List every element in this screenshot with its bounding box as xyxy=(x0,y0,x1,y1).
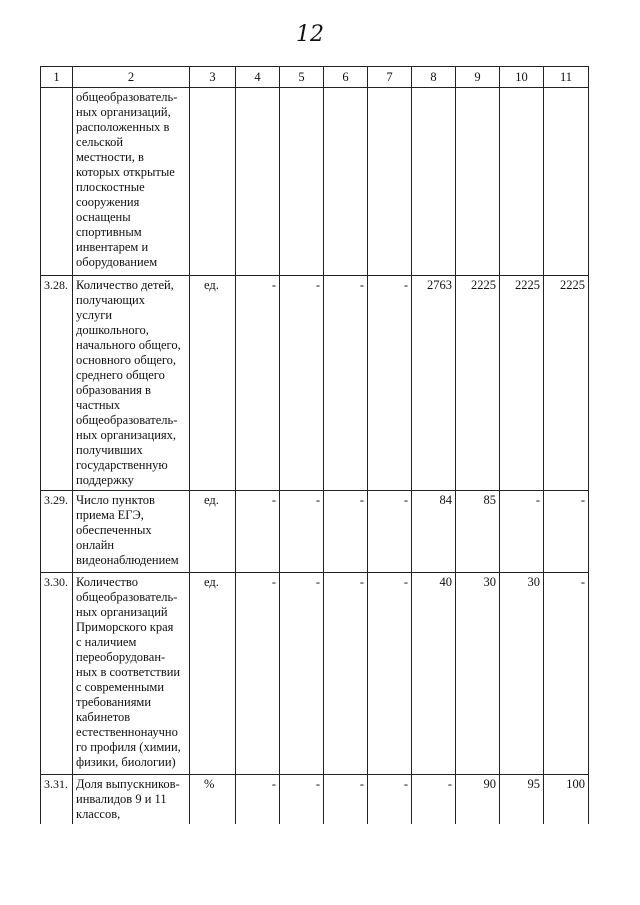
row-number: 3.30. xyxy=(41,573,73,775)
value-cell: 2225 xyxy=(500,276,544,491)
row-number: 3.31. xyxy=(41,775,73,825)
table-row xyxy=(41,573,589,775)
table-header-row xyxy=(41,67,589,88)
value-cell xyxy=(544,88,589,276)
row-number xyxy=(41,88,73,276)
indicator-name: Количество общеобразователь- ных организаций Приморского края с наличием переоборудован- ных в соответствии с современными требованиями кабинетов естественнонаучно го профиля (химии, физики, биологии) xyxy=(73,573,190,775)
value-cell: - xyxy=(236,573,280,775)
indicator-name: Число пунктов приема ЕГЭ, обеспеченных онлайн видеонаблюдением xyxy=(73,491,190,573)
indicator-name: Количество детей, получающих услуги дошкольного, начального общего, основного общего, среднего общего образования в частных общеобразователь- ных организациях, получивших государственную поддержку xyxy=(73,276,190,491)
value-cell: - xyxy=(324,775,368,825)
column-header: 10 xyxy=(500,67,544,88)
value-cell: - xyxy=(500,491,544,573)
unit-cell xyxy=(190,88,236,276)
value-cell: 30 xyxy=(500,573,544,775)
value-cell: - xyxy=(280,573,324,775)
unit-cell: % xyxy=(190,775,236,825)
value-cell: - xyxy=(324,491,368,573)
page-number: 12 xyxy=(296,22,324,47)
table-row xyxy=(41,276,589,491)
value-cell xyxy=(236,88,280,276)
value-cell: - xyxy=(544,491,589,573)
value-cell: - xyxy=(368,573,412,775)
column-header: 2 xyxy=(73,67,190,88)
value-cell: - xyxy=(280,491,324,573)
row-number: 3.28. xyxy=(41,276,73,491)
column-header: 8 xyxy=(412,67,456,88)
column-header: 5 xyxy=(280,67,324,88)
value-cell: - xyxy=(412,775,456,825)
value-cell: 2763 xyxy=(412,276,456,491)
value-cell: - xyxy=(368,775,412,825)
value-cell: 84 xyxy=(412,491,456,573)
value-cell: - xyxy=(280,775,324,825)
value-cell: - xyxy=(280,276,324,491)
value-cell xyxy=(456,88,500,276)
value-cell: 100 xyxy=(544,775,589,825)
value-cell: - xyxy=(324,573,368,775)
table-row xyxy=(41,775,589,825)
column-header: 3 xyxy=(190,67,236,88)
value-cell xyxy=(412,88,456,276)
value-cell: - xyxy=(324,276,368,491)
value-cell xyxy=(500,88,544,276)
column-header: 6 xyxy=(324,67,368,88)
table-row xyxy=(41,88,589,276)
row-number: 3.29. xyxy=(41,491,73,573)
value-cell: - xyxy=(368,276,412,491)
value-cell: - xyxy=(236,491,280,573)
value-cell: - xyxy=(236,775,280,825)
value-cell: - xyxy=(236,276,280,491)
value-cell: 95 xyxy=(500,775,544,825)
value-cell: - xyxy=(544,573,589,775)
unit-cell: ед. xyxy=(190,573,236,775)
indicator-name: общеобразователь- ных организаций, расположенных в сельской местности, в которых открытые плоскостные сооружения оснащены спортивным инвентарем и оборудованием xyxy=(73,88,190,276)
value-cell xyxy=(368,88,412,276)
value-cell xyxy=(324,88,368,276)
indicator-name: Доля выпускников- инвалидов 9 и 11 классов, xyxy=(73,775,190,825)
value-cell: 85 xyxy=(456,491,500,573)
value-cell: - xyxy=(368,491,412,573)
value-cell: 40 xyxy=(412,573,456,775)
indicators-table xyxy=(40,66,589,824)
unit-cell: ед. xyxy=(190,491,236,573)
column-header: 11 xyxy=(544,67,589,88)
value-cell: 30 xyxy=(456,573,500,775)
unit-cell: ед. xyxy=(190,276,236,491)
column-header: 4 xyxy=(236,67,280,88)
value-cell: 2225 xyxy=(456,276,500,491)
value-cell: 2225 xyxy=(544,276,589,491)
column-header: 1 xyxy=(41,67,73,88)
value-cell: 90 xyxy=(456,775,500,825)
column-header: 7 xyxy=(368,67,412,88)
table-row xyxy=(41,491,589,573)
value-cell xyxy=(280,88,324,276)
column-header: 9 xyxy=(456,67,500,88)
